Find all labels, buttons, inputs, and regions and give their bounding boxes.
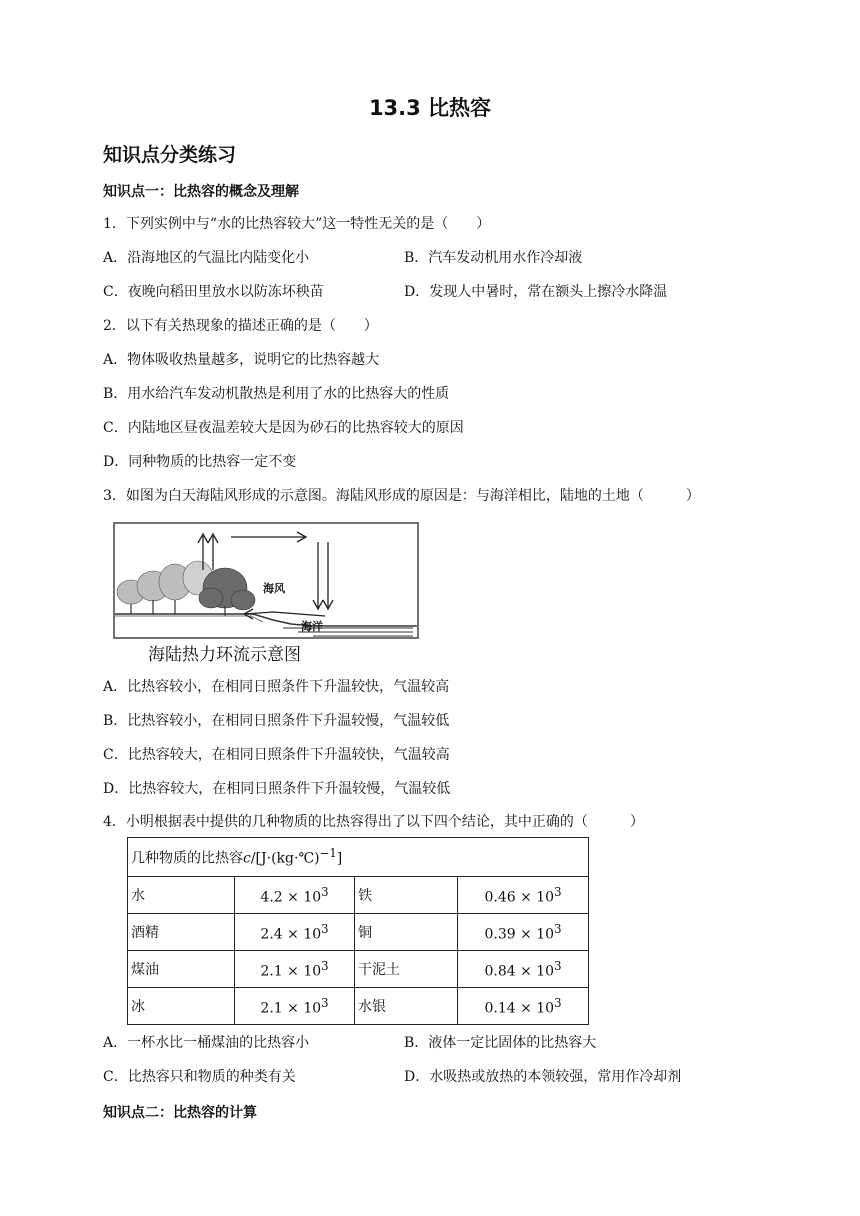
table-cell-name: 水银 [355, 988, 458, 1025]
q4-option-b: B．液体一定比固体的比热容大 [404, 1035, 597, 1051]
q4-option-d: D．水吸热或放热的本领较强，常用作冷却剂 [404, 1069, 682, 1085]
table-cell-name: 冰 [128, 988, 235, 1025]
fig-label-wind: 海风 [263, 582, 285, 595]
knowledge-point-1-heading: 知识点一：比热容的概念及理解 [103, 184, 299, 200]
q4-stem: 4．小明根据表中提供的几种物质的比热容得出了以下四个结论，其中正确的（ ） [103, 814, 644, 830]
table-cell-name: 水 [128, 877, 235, 914]
table-cell-value: $4.2 \times 10^3$ [235, 877, 355, 914]
q4-option-a: A．一杯水比一桶煤油的比热容小 [103, 1035, 310, 1051]
q2-option-a: A．物体吸收热量越多，说明它的比热容越大 [103, 352, 380, 368]
sea-breeze-diagram [113, 520, 419, 640]
q1-option-b: B．汽车发动机用水作冷却液 [404, 250, 583, 266]
page-title: 13.3 比热容 [368, 96, 492, 120]
sea-land-breeze-figure [113, 520, 419, 640]
table-cell-name: 铁 [355, 877, 458, 914]
table-row [128, 988, 589, 1025]
table-row [128, 914, 589, 951]
table-header-row [128, 838, 589, 877]
knowledge-point-2-heading: 知识点二：比热容的计算 [103, 1105, 257, 1121]
q1-option-a: A．沿海地区的气温比内陆变化小 [103, 250, 310, 266]
q2-option-d: D．同种物质的比热容一定不变 [103, 454, 297, 470]
q2-option-b: B．用水给汽车发动机散热是利用了水的比热容大的性质 [103, 386, 450, 402]
table-cell-value: $0.46 \times 10^3$ [458, 877, 589, 914]
table-row [128, 877, 589, 914]
table-header-cell [128, 838, 589, 877]
section-heading: 知识点分类练习 [103, 144, 237, 166]
q1-stem: 1．下列实例中与“水的比热容较大”这一特性无关的是（ ） [103, 216, 491, 232]
table-row [128, 951, 589, 988]
q2-option-c: C．内陆地区昼夜温差较大是因为砂石的比热容较大的原因 [103, 420, 464, 436]
table-header-exponent: −1 [319, 846, 337, 861]
q3-option-a: A．比热容较小，在相同日照条件下升温较快，气温较高 [103, 679, 450, 695]
fig-label-sea: 海洋 [301, 620, 323, 633]
table-cell-name: 铜 [355, 914, 458, 951]
table-header-symbol: c [243, 850, 251, 867]
table-cell-name: 煤油 [128, 951, 235, 988]
table-cell-value: $0.39 \times 10^3$ [458, 914, 589, 951]
q2-stem: 2．以下有关热现象的描述正确的是（ ） [103, 318, 378, 334]
table-header-unit: /[J·(kg·℃) [250, 850, 320, 867]
table-cell-value: $0.84 \times 10^3$ [458, 951, 589, 988]
table-cell-value: $2.1 \times 10^3$ [235, 988, 355, 1025]
q1-option-d: D．发现人中暑时，常在额头上擦冷水降温 [404, 284, 668, 300]
table-header-end: ] [336, 850, 343, 867]
q3-option-c: C．比热容较大，在相同日照条件下升温较快，气温较高 [103, 747, 450, 763]
table-cell-name: 酒精 [128, 914, 235, 951]
table-cell-value: $0.14 \times 10^3$ [458, 988, 589, 1025]
table-cell-value: $2.1 \times 10^3$ [235, 951, 355, 988]
table-header-text: 几种物质的比热容 [131, 850, 243, 867]
table-cell-name: 干泥土 [355, 951, 458, 988]
specific-heat-table [127, 837, 589, 1025]
q4-option-c: C．比热容只和物质的种类有关 [103, 1069, 296, 1085]
figure-caption: 海陆热力环流示意图 [148, 645, 301, 665]
q3-option-b: B．比热容较小，在相同日照条件下升温较慢，气温较低 [103, 713, 450, 729]
q3-stem: 3．如图为白天海陆风形成的示意图。海陆风形成的原因是：与海洋相比，陆地的土地（ ） [103, 488, 700, 504]
table-cell-value: $2.4 \times 10^3$ [235, 914, 355, 951]
q3-option-d: D．比热容较大，在相同日照条件下升温较慢，气温较低 [103, 781, 451, 797]
q1-option-c: C．夜晚向稻田里放水以防冻坏秧苗 [103, 284, 324, 300]
